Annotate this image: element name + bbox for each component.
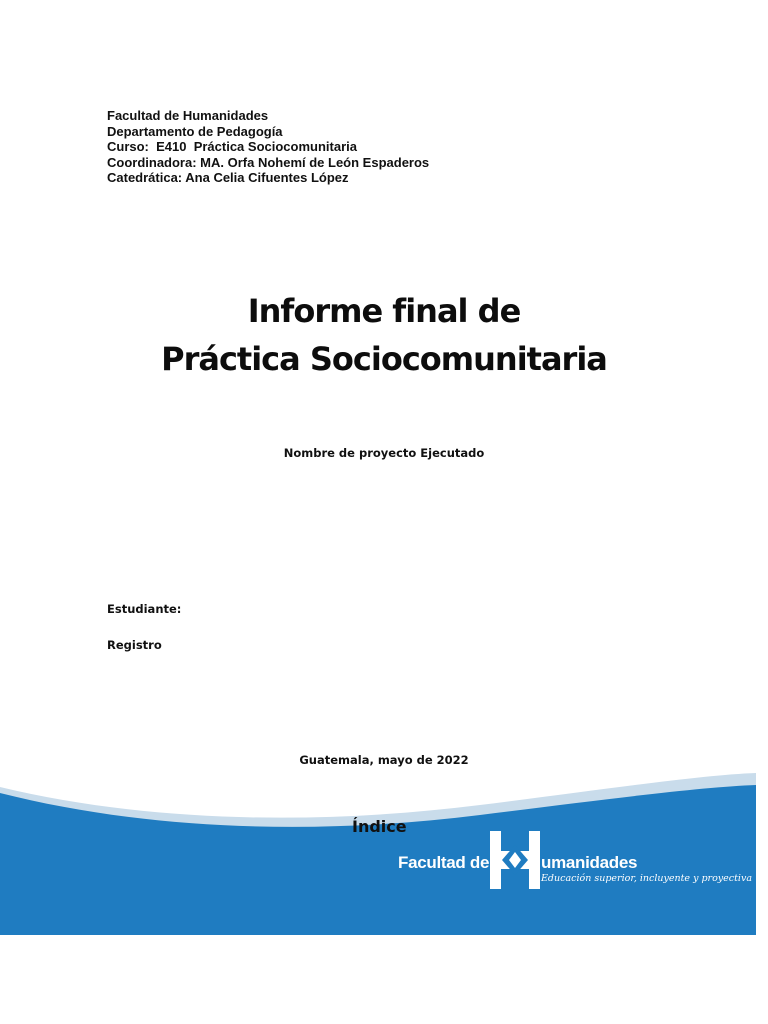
coordinator-line: Coordinadora: MA. Orfa Nohemí de León Espaderos xyxy=(107,154,430,170)
place-date: Guatemala, mayo de 2022 xyxy=(299,753,469,767)
footer-wave-main xyxy=(0,785,756,935)
project-name: Nombre de proyecto Ejecutado xyxy=(283,446,485,460)
student-label: Estudiante: xyxy=(107,602,182,616)
index-heading: Índice xyxy=(352,817,407,832)
logo-tagline: Educación superior, incluyente y proyectiva xyxy=(541,873,752,884)
document-title xyxy=(0,287,768,383)
faculty-logo-icon xyxy=(490,831,540,889)
logo-name-left: Facultad de xyxy=(398,853,490,872)
professor-line: Catedrática: Ana Celia Cifuentes López xyxy=(107,170,349,185)
institution-header xyxy=(107,108,429,186)
registration-label: Registro xyxy=(107,638,162,652)
faculty-line: Facultad de Humanidades xyxy=(107,108,269,123)
logo-name-right: umanidades xyxy=(541,853,638,872)
footer-wave-band xyxy=(0,765,768,935)
course-line: Curso: E410 Práctica Sociocomunitaria xyxy=(107,139,357,154)
department-line: Departamento de Pedagogía xyxy=(107,123,283,139)
title-line-2: Práctica Sociocomunitaria xyxy=(161,340,607,378)
title-line-1: Informe final de xyxy=(247,292,521,330)
